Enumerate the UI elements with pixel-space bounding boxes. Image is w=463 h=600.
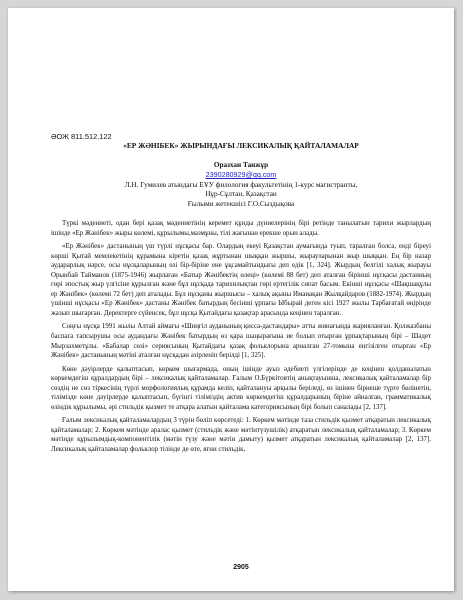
body-paragraph: Ғалым лексикалық қайталамалардың 3 түрін бөліп көрсетеді: 1. Көркем мәтінде таза стильдік қызмет атқаратын лексикалық қайталамалар; 2. Көркем мәтінде аралас қызмет (стильдік және мәтінтүзушілік) атқаратын лексикалық қайталамалар; 3. Көркем мәтінде құрылымдық-компонентілік (мәтін түзу және мәтін дамыту) қызмет атқаратын лексикалық қайталамалар [2, 137]. Лексикалық қайталамалар фольклор тілінде де өте, яғни стильдік, — [51, 417, 431, 454]
article-body — [51, 219, 431, 459]
author-name: Оразхан Танжұр — [213, 161, 269, 169]
author-city: Нұр-Сұлтан, Қазақстан — [205, 190, 277, 198]
supervisor-line: Ғылыми жетекшісі Г.О.Сыздықова — [187, 200, 295, 208]
body-paragraph: «Ер Жәнібек» дастанының үш түрлі нұсқасы бар. Олардың екеуі Қазақстан аумағында туып, таралған болса, енді біреуі көрші Қытай мемлекетінің құрамына кіретін қазақ жұртынан шыққан жыршы, жырауларынан жыр шыққан. Ең бір назар аударарлық нәрсе, осы нұсқаларының өзі бір-біріне ене ұқсамайтындығы деп едік [1, 324]. Жырдың белгілі халық жырауы Орынбай Тайманов (1875-1946) жырлаған «Батыр Жәнібектің өлеңі» (көлемі 88 бет) деп аталған бірінші нұсқасы дастанның гөрі эпостық жыр үлгісіне құрылған және бұл нұсқада тарихилықтан гөрі ертегілік сипат басым. Екінші нұсқасы «Шақшақұлы ер Жәнібек» (көлемі 72 бет) деп аталады. Бұл нұсқаны жыршысы – халық ақыны Имаиақан Жылқайдаров (1882-1974). Жырдың үшінші нұсқасы «Ер Жәнібек» дастаны Жәнібек батырдың бесінші ұрпағы Ыбырай деген кісі 1927 жылы Тарбағатай өңірінде жазып шығарған. Деректерге сүйенсек, бұл нұсқа Қытайдағы қазақтар арасында кеңінен таралған. — [51, 243, 431, 317]
body-paragraph: Көне дәуірлерде қалыптасып, көркем шығармада, оның ішінде ауыз әдебиеті үлгілерінде де кеңінен қолданылатын көркемдегіш құралдардың бірі – лексикалық қайталамалар. Ғалым О.Бүркітовтің анықтауынша, лексикалық қайталамалар бір сөздің не сөз тіркесінің түрлі морфологиялық құрамда келіп, қайталануы арқылы беріледі, өз ішінен бірнеше түрге бөлінетін, тілімізде көне дәуірлерде қалыптасып, бүгінгі тіліміздің актив көркемдегіш құралдарының біріне айналған, грамматикалық өзіндік құрылымы, әрі стильдік қызмет те атқара алатын қайталама категориясының бірі болып саналады [2, 137]. — [51, 365, 431, 411]
body-paragraph: Соңғы нұсқа 1991 жылы Алтай аймағы «Шиңгіл ауданының қисса-дастандары» атты жинағында жарияланған. Қолжазбаны баспаға тапсырушы осы аудандағы Жәнібек батырдың өз қара шаңырағына ие болып отырған ұрпақтарының бірі – Шәдет Мырзахметұлы. «Бабалар сөзі» сериясының Қытайдағы қазақ фольклорына арналған 27-томына енгізілген отырған «Ер Жәнібек» дастанының мәтіні аталған нұсқадан әзірленіп берілді [1, 325]. — [51, 323, 431, 360]
article-title: «ЕР ЖӘНІБЕК» ЖЫРЫНДАҒЫ ЛЕКСИКАЛЫҚ ҚАЙТАЛАМАЛАР — [123, 141, 359, 150]
page-number: 2905 — [233, 564, 249, 571]
author-email-link[interactable]: 2390280929@qq.com — [205, 170, 277, 179]
body-paragraph: Түркі мәдениеті, одан бері қазақ мәдениетінің керемет құнды дүниелерінің бірі ретінде танылатын тарихи жырлардың ішінде «Ер Жәнібек» жыры көлемі, құрылымы,мазмұны, тілі жағынан ерекше орын алады. — [51, 220, 431, 237]
udk-code: ӘОЖ 811.512.122 — [51, 132, 112, 141]
document-page — [8, 8, 454, 591]
author-affiliation: Л.Н. Гумилев атындағы ЕҰУ филология факультетінің 1-курс магистранты, — [124, 181, 358, 189]
